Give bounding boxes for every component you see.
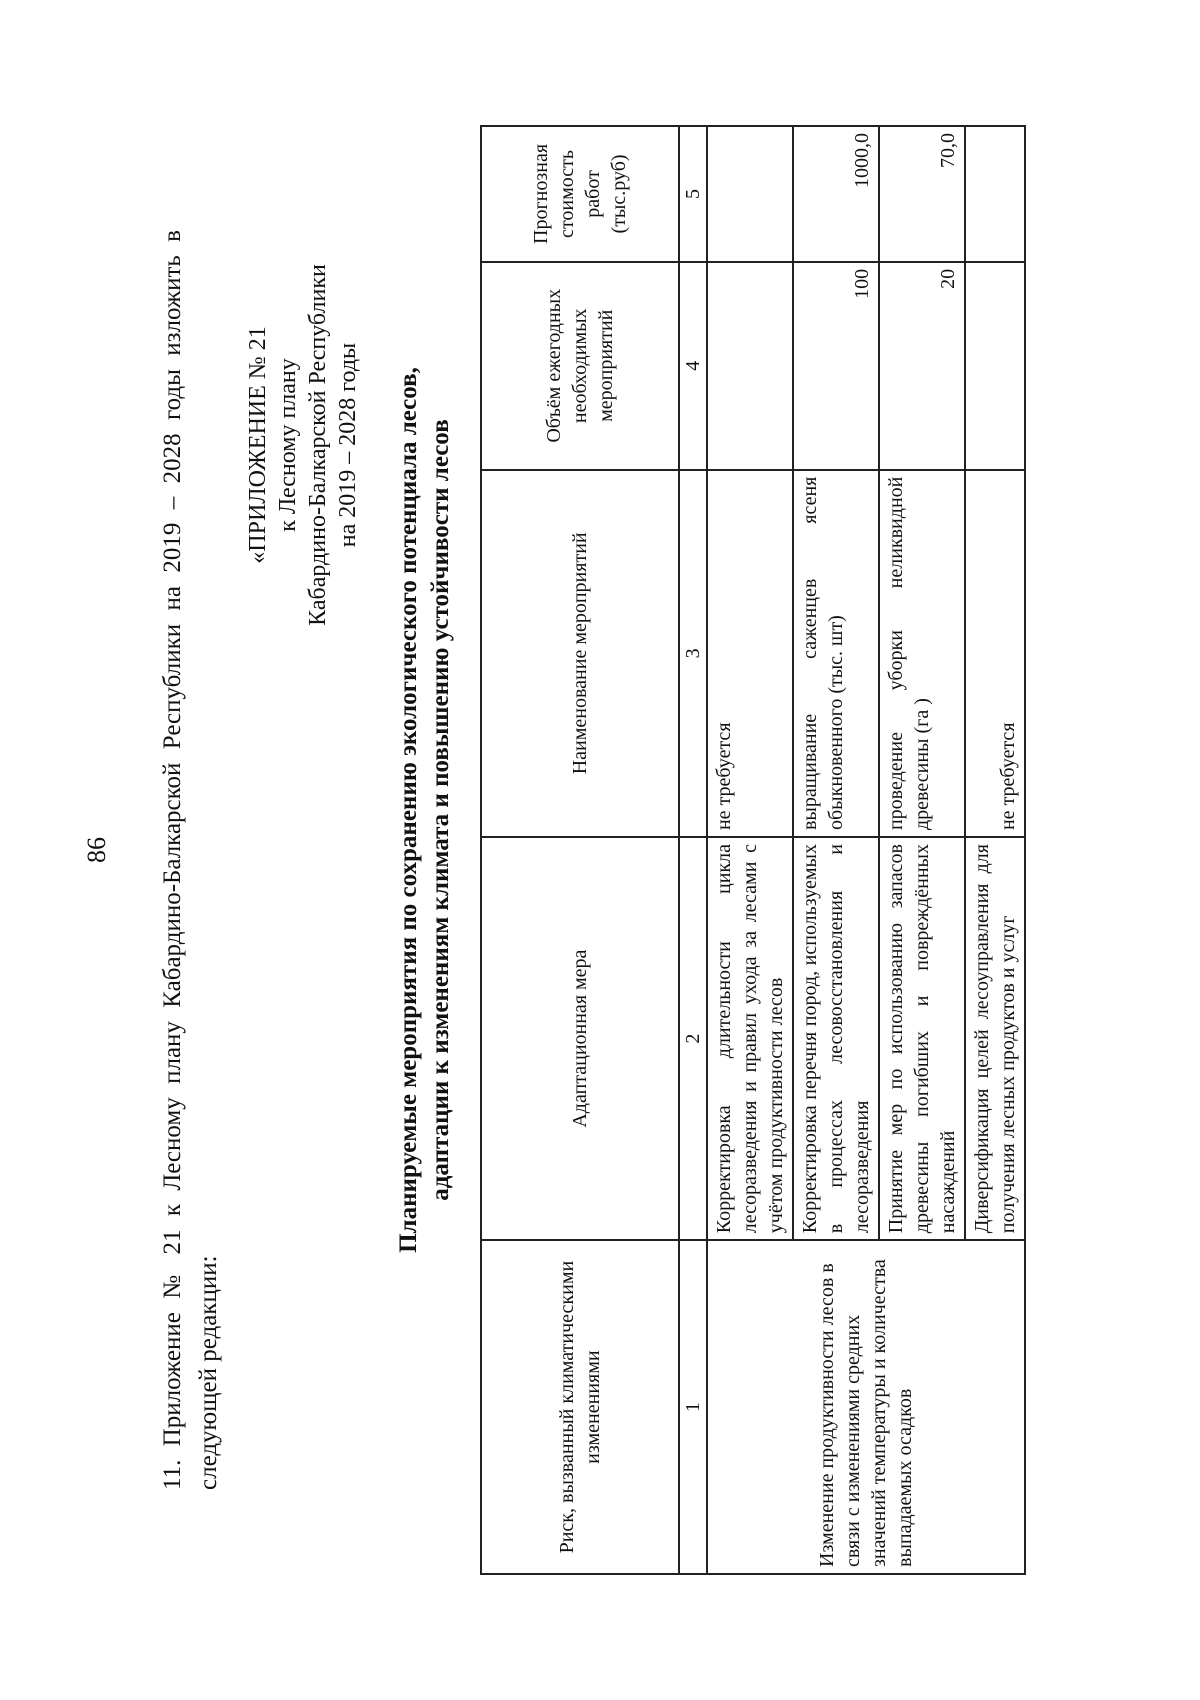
appendix-line-4: на 2019 – 2028 годы <box>335 342 361 548</box>
risk-cell: Изменение продуктивности лесов в связи с изменениями средних значений температуры и количества выпадаемых осадков <box>707 1240 1025 1574</box>
page-number: 86 <box>82 837 111 863</box>
title-line-2: адаптации к изменениям климата и повышению устойчивости лесов <box>427 419 454 1201</box>
measure-cell: Корректировка перечня пород, используемых в процессах лесовосстановления и лесоразведения <box>793 837 879 1240</box>
volume-cell <box>707 262 793 470</box>
measure-cell: Корректировка длительности цикла лесоразведения и правил ухода за лесами с учётом продуктивности лесов <box>707 837 793 1240</box>
table-row <box>707 126 793 1574</box>
header-measure: Адаптационная мера <box>481 837 679 1240</box>
appendix-line-1: «ПРИЛОЖЕНИЕ № 21 <box>245 326 271 564</box>
document-title <box>393 90 457 1530</box>
title-line-1: Планируемые мероприятия по сохранению экологического потенциала лесов, <box>395 367 422 1253</box>
volume-cell <box>965 262 1025 470</box>
column-number: 5 <box>679 126 707 262</box>
activity-cell: выращивание саженцев ясеня обыкновенного (тыс. шт) <box>793 470 879 837</box>
volume-cell: 20 <box>879 262 965 470</box>
appendix-line-2: к Лесному плану <box>275 358 301 532</box>
header-activity: Наименование мероприятий <box>481 470 679 837</box>
appendix-heading <box>243 210 363 680</box>
volume-cell: 100 <box>793 262 879 470</box>
header-cost: Прогнозная стоимость работ (тыс.руб) <box>481 126 679 262</box>
header-volume: Объём ежегодных необходимых мероприятий <box>481 262 679 470</box>
activity-cell: не требуется <box>965 470 1025 837</box>
intro-paragraph: 11. Приложение № 21 к Лесному плану Кабардино-Балкарской Республики на 2019 – 2028 годы изложить в следующей редакции: <box>159 230 222 1490</box>
column-number-row <box>679 126 707 1574</box>
column-number: 1 <box>679 1240 707 1574</box>
cost-cell <box>965 126 1025 262</box>
cost-cell: 1000,0 <box>793 126 879 262</box>
activity-cell: проведение уборки неликвидной древесины (га ) <box>879 470 965 837</box>
column-number: 4 <box>679 262 707 470</box>
measures-table <box>480 125 1026 1575</box>
appendix-line-3: Кабардино-Балкарской Республики <box>305 264 331 626</box>
cost-cell: 70,0 <box>879 126 965 262</box>
column-number: 2 <box>679 837 707 1240</box>
activity-cell: не требуется <box>707 470 793 837</box>
cost-cell <box>707 126 793 262</box>
column-number: 3 <box>679 470 707 837</box>
measure-cell: Принятие мер по использованию запасов древесины погибших и повреждённых насаждений <box>879 837 965 1240</box>
measure-cell: Диверсификация целей лесоуправления для получения лесных продуктов и услуг <box>965 837 1025 1240</box>
header-risk: Риск, вызванный климатическими изменениями <box>481 1240 679 1574</box>
table-header-row <box>481 126 679 1574</box>
